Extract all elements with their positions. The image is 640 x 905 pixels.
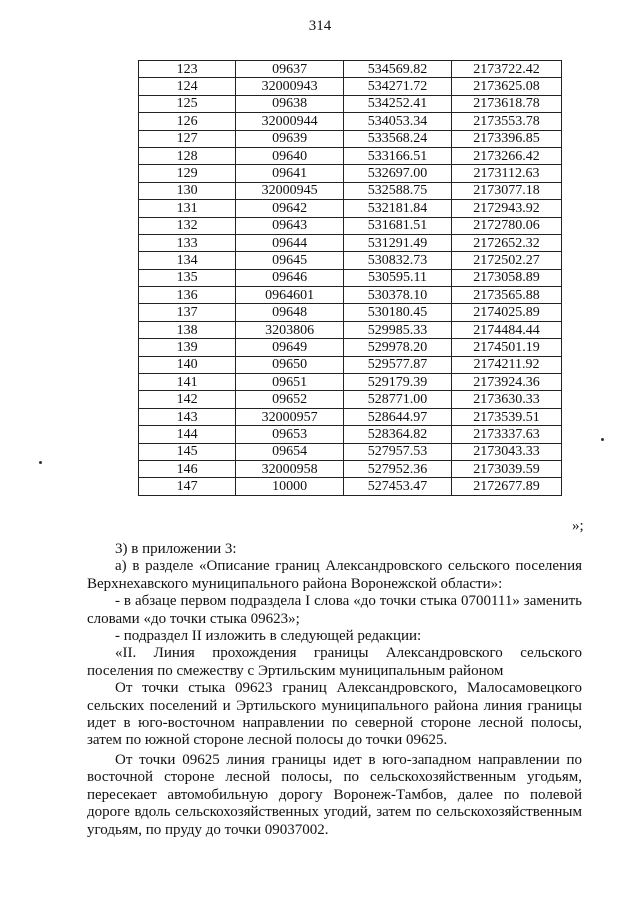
point-id-cell: 09644 [236,234,344,251]
point-number-cell: 123 [139,61,236,78]
table-row [139,287,562,304]
point-id-cell: 09648 [236,304,344,321]
point-id-cell: 3203806 [236,321,344,338]
point-id-cell: 32000957 [236,408,344,425]
y-coordinate-cell: 2173266.42 [451,147,561,164]
x-coordinate-cell: 527952.36 [344,460,452,477]
x-coordinate-cell: 528644.97 [344,408,452,425]
y-coordinate-cell: 2174501.19 [451,339,561,356]
x-coordinate-cell: 534053.34 [344,113,452,130]
point-id-cell: 09651 [236,374,344,391]
point-id-cell: 09639 [236,130,344,147]
table-row [139,217,562,234]
amendment-text [87,541,582,839]
y-coordinate-cell: 2173337.63 [451,426,561,443]
point-id-cell: 09652 [236,391,344,408]
point-id-cell: 09637 [236,61,344,78]
y-coordinate-cell: 2172943.92 [451,200,561,217]
table-row [139,147,562,164]
point-number-cell: 142 [139,391,236,408]
point-number-cell: 128 [139,147,236,164]
point-number-cell: 132 [139,217,236,234]
y-coordinate-cell: 2173539.51 [451,408,561,425]
y-coordinate-cell: 2174211.92 [451,356,561,373]
table-row [139,321,562,338]
table-row [139,478,562,495]
page-number: 314 [308,18,332,34]
point-id-cell: 09653 [236,426,344,443]
point-number-cell: 124 [139,78,236,95]
x-coordinate-cell: 527453.47 [344,478,452,495]
point-number-cell: 140 [139,356,236,373]
coordinates-table [138,60,562,496]
point-number-cell: 138 [139,321,236,338]
x-coordinate-cell: 534252.41 [344,95,452,112]
y-coordinate-cell: 2173565.88 [451,287,561,304]
y-coordinate-cell: 2173077.18 [451,182,561,199]
x-coordinate-cell: 529978.20 [344,339,452,356]
table-row [139,165,562,182]
point-number-cell: 146 [139,460,236,477]
point-number-cell: 134 [139,252,236,269]
x-coordinate-cell: 530180.45 [344,304,452,321]
point-id-cell: 0964601 [236,287,344,304]
x-coordinate-cell: 529985.33 [344,321,452,338]
table-row [139,304,562,321]
table-row [139,78,562,95]
point-id-cell: 09650 [236,356,344,373]
y-coordinate-cell: 2173396.85 [451,130,561,147]
point-id-cell: 32000943 [236,78,344,95]
point-id-cell: 09638 [236,95,344,112]
point-number-cell: 147 [139,478,236,495]
point-id-cell: 09649 [236,339,344,356]
point-number-cell: 143 [139,408,236,425]
x-coordinate-cell: 532697.00 [344,165,452,182]
y-coordinate-cell: 2174025.89 [451,304,561,321]
x-coordinate-cell: 530595.11 [344,269,452,286]
point-number-cell: 131 [139,200,236,217]
x-coordinate-cell: 528364.82 [344,426,452,443]
point-number-cell: 136 [139,287,236,304]
y-coordinate-cell: 2173553.78 [451,113,561,130]
x-coordinate-cell: 528771.00 [344,391,452,408]
paragraph-annex-3: 3) в приложении 3: [115,541,237,557]
y-coordinate-cell: 2172502.27 [451,252,561,269]
point-number-cell: 127 [139,130,236,147]
x-coordinate-cell: 534569.82 [344,61,452,78]
paragraph-first-abzac: - в абзаце первом подраздела I слова «до точки стыка 0700111» заменить словами «до точки стыка 09623»; [87,593,582,627]
y-coordinate-cell: 2172652.32 [451,234,561,251]
point-id-cell: 09640 [236,147,344,164]
point-number-cell: 125 [139,95,236,112]
paragraph-point-09623: От точки стыка 09623 границ Александровского, Малосамовецкого сельских поселений и Эртильского муниципального района линия границы идет в юго-восточном направлении по северной стороне лесной полосы, затем по южной стороне лесной полосы до точки 09625. [87,680,582,749]
table-row [139,269,562,286]
y-coordinate-cell: 2173618.78 [451,95,561,112]
point-id-cell: 09642 [236,200,344,217]
point-number-cell: 139 [139,339,236,356]
x-coordinate-cell: 533166.51 [344,147,452,164]
table-row [139,391,562,408]
y-coordinate-cell: 2173625.08 [451,78,561,95]
point-id-cell: 32000944 [236,113,344,130]
x-coordinate-cell: 531291.49 [344,234,452,251]
y-coordinate-cell: 2173112.63 [451,165,561,182]
point-number-cell: 141 [139,374,236,391]
y-coordinate-cell: 2173722.42 [451,61,561,78]
x-coordinate-cell: 532588.75 [344,182,452,199]
x-coordinate-cell: 532181.84 [344,200,452,217]
table-row [139,408,562,425]
y-coordinate-cell: 2172677.89 [451,478,561,495]
point-id-cell: 09641 [236,165,344,182]
point-number-cell: 145 [139,443,236,460]
y-coordinate-cell: 2173058.89 [451,269,561,286]
point-number-cell: 130 [139,182,236,199]
point-number-cell: 133 [139,234,236,251]
x-coordinate-cell: 533568.24 [344,130,452,147]
table-row [139,252,562,269]
table-row [139,443,562,460]
point-id-cell: 32000958 [236,460,344,477]
point-id-cell: 10000 [236,478,344,495]
table-row [139,130,562,147]
point-number-cell: 126 [139,113,236,130]
y-coordinate-cell: 2174484.44 [451,321,561,338]
point-number-cell: 129 [139,165,236,182]
table-row [139,426,562,443]
x-coordinate-cell: 530378.10 [344,287,452,304]
y-coordinate-cell: 2172780.06 [451,217,561,234]
table-row [139,182,562,199]
table-row [139,113,562,130]
table-row [139,339,562,356]
point-id-cell: 09654 [236,443,344,460]
coordinates-table-body [139,61,562,496]
x-coordinate-cell: 527957.53 [344,443,452,460]
x-coordinate-cell: 529577.87 [344,356,452,373]
y-coordinate-cell: 2173630.33 [451,391,561,408]
point-id-cell: 09643 [236,217,344,234]
table-row [139,61,562,78]
paragraph-subsection-ii: - подраздел II изложить в следующей редакции: [115,628,422,645]
y-coordinate-cell: 2173924.36 [451,374,561,391]
x-coordinate-cell: 534271.72 [344,78,452,95]
paragraph-point-09625: От точки 09625 линия границы идет в юго-западном направлении по восточной стороне лесной полосы, по сельскохозяйственным угодьям, пересекает автомобильную дорогу Воронеж-Тамбов, далее по полевой дороге вдоль сельскохозяйственных угодий, затем по сельскохозяйственным угодьям, по пруду до точки 09037002. [87,751,582,838]
x-coordinate-cell: 530832.73 [344,252,452,269]
margin-dot [601,438,604,441]
point-number-cell: 137 [139,304,236,321]
point-id-cell: 09646 [236,269,344,286]
table-row [139,374,562,391]
x-coordinate-cell: 529179.39 [344,374,452,391]
table-row [139,95,562,112]
table-row [139,356,562,373]
point-id-cell: 09645 [236,252,344,269]
margin-dot [39,461,42,464]
table-row [139,234,562,251]
point-number-cell: 135 [139,269,236,286]
table-row [139,200,562,217]
x-coordinate-cell: 531681.51 [344,217,452,234]
paragraph-section-a: а) в разделе «Описание границ Александровского сельского поселения Верхнехавского муниципального района Воронежской области»: [87,558,582,592]
point-id-cell: 32000945 [236,182,344,199]
y-coordinate-cell: 2173039.59 [451,460,561,477]
paragraph-heading-ii: «II. Линия прохождения границы Александровского сельского поселения по смежеству с Эртильским муниципальным районом [87,645,582,679]
y-coordinate-cell: 2173043.33 [451,443,561,460]
point-number-cell: 144 [139,426,236,443]
table-row [139,460,562,477]
closing-quote: »; [572,518,584,534]
